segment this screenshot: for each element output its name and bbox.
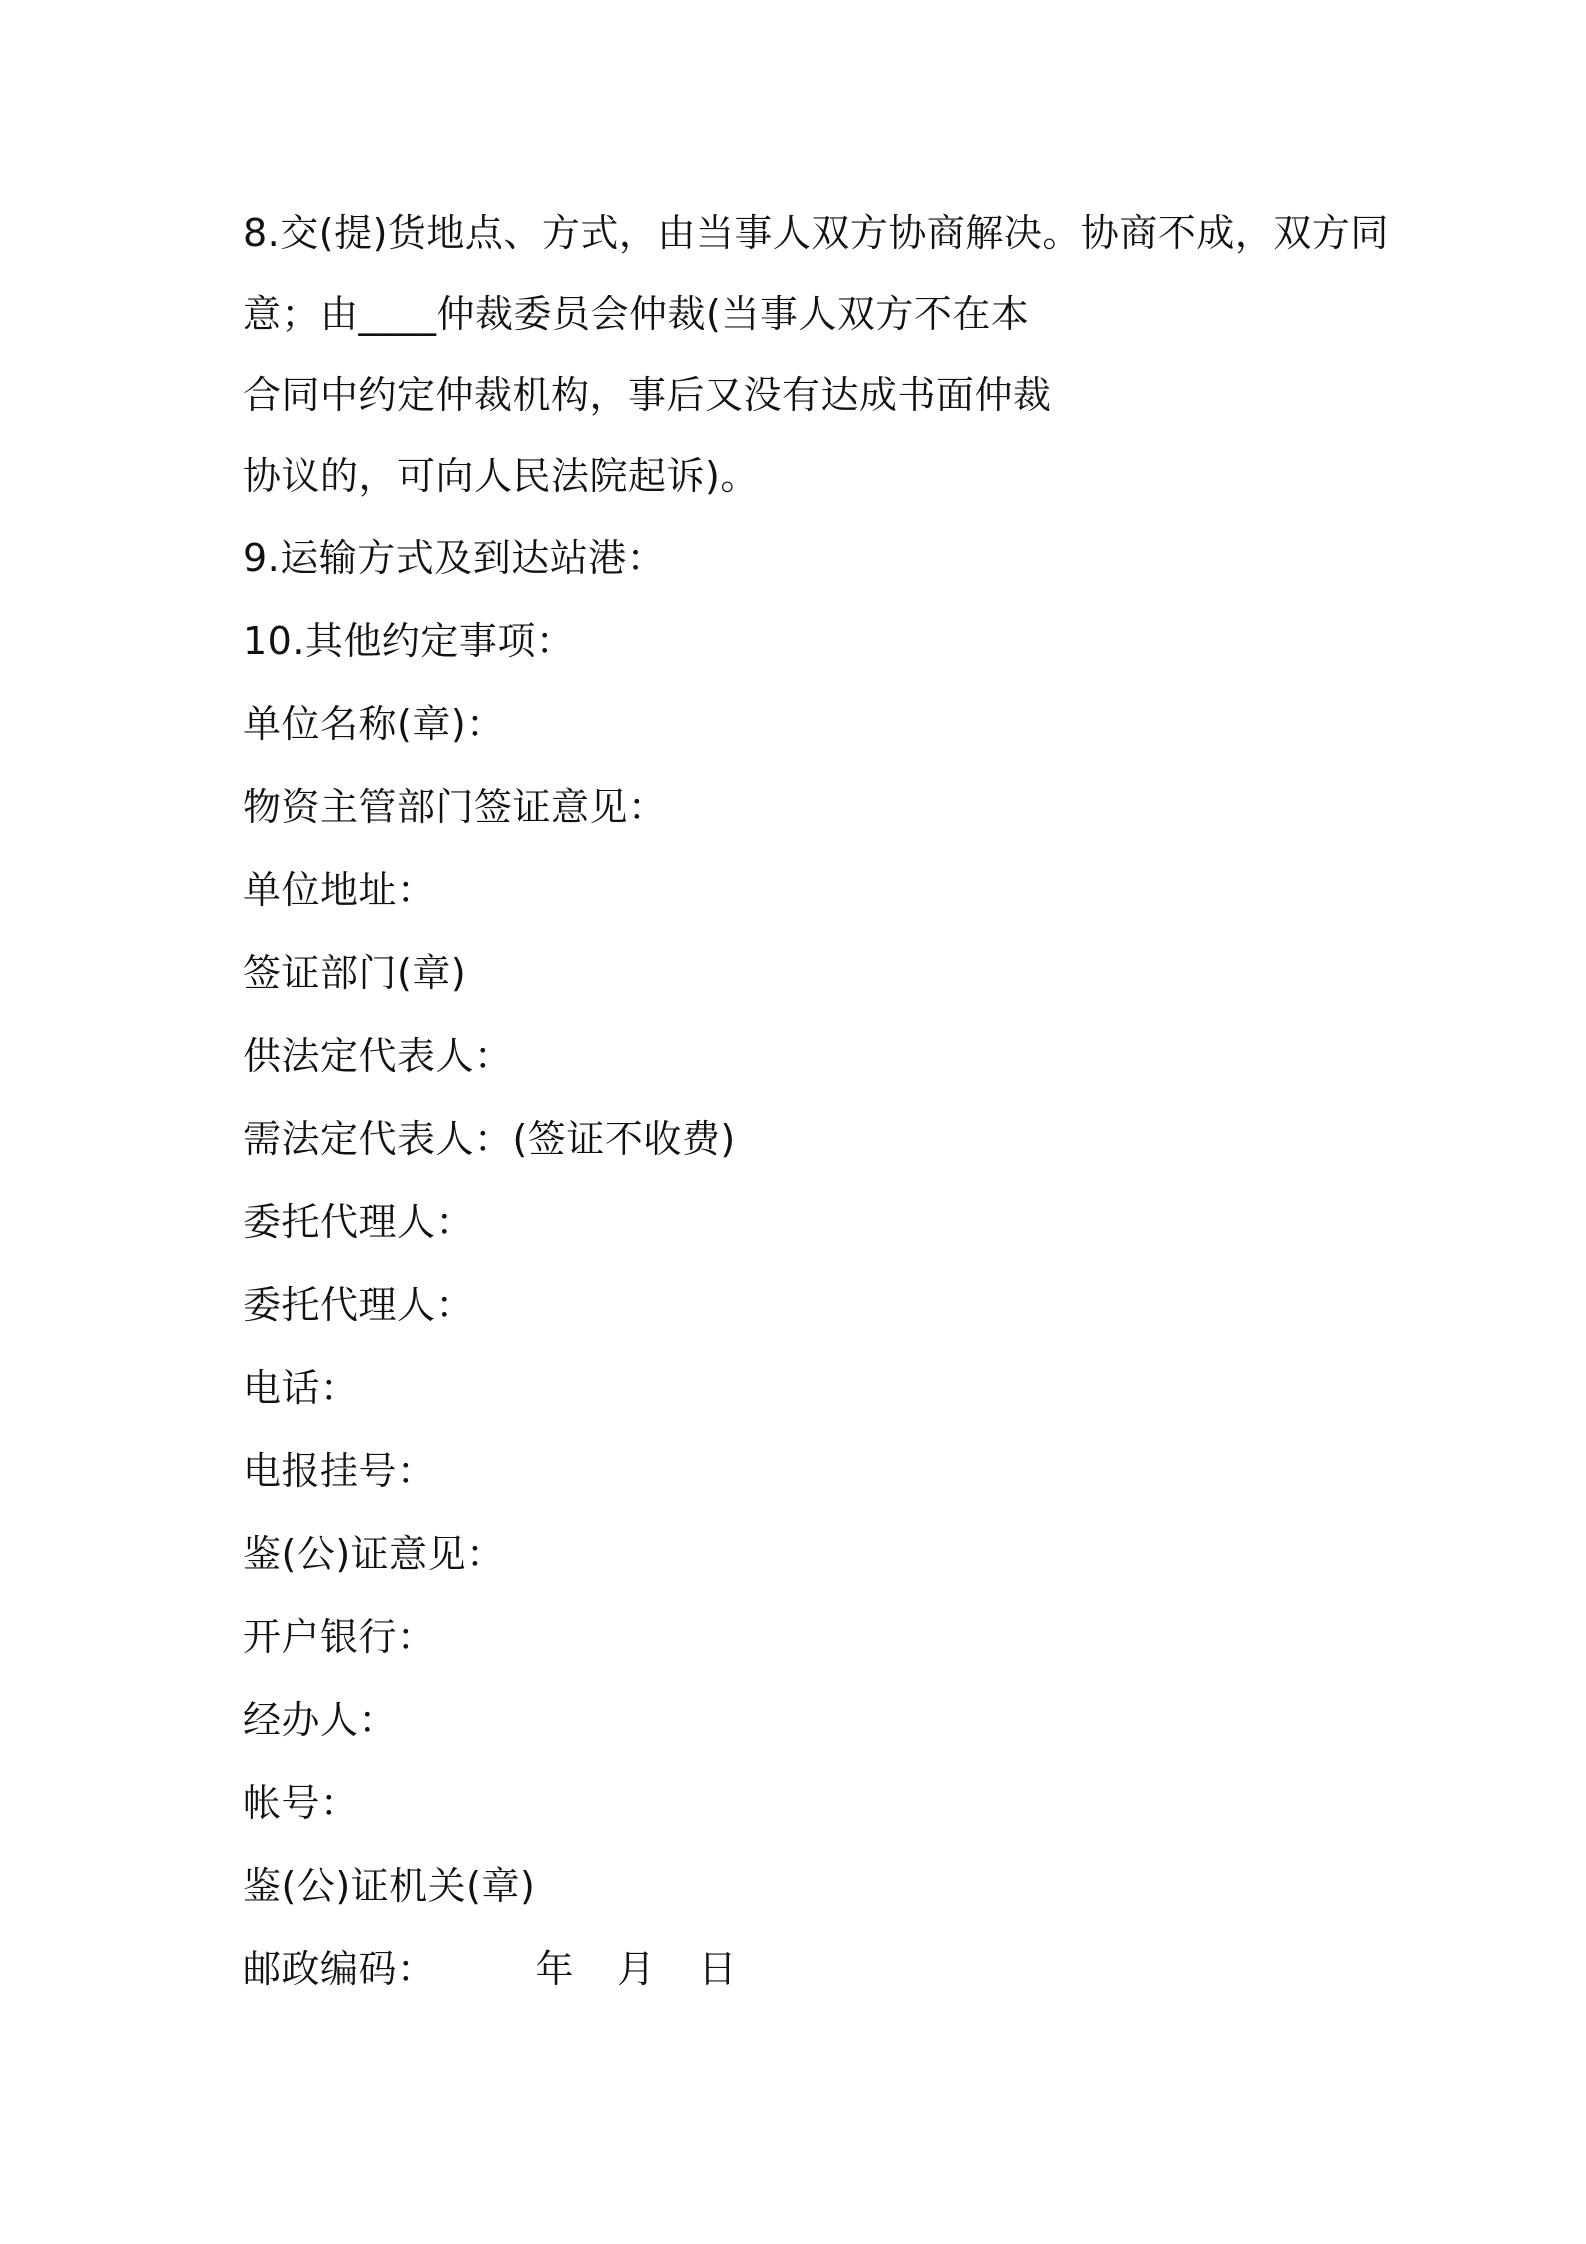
handler-field: 经办人：	[243, 1698, 398, 1742]
agent-field-1: 委托代理人：	[243, 1200, 475, 1244]
clause-8-line-2: 意；由____仲裁委员会仲裁(当事人双方不在本	[243, 292, 1030, 336]
date-year-label: 年	[535, 1947, 575, 1991]
supply-rep-field: 供法定代表人：	[243, 1034, 513, 1078]
bank-field: 开户银行：	[243, 1615, 436, 1659]
phone-field: 电话：	[243, 1366, 359, 1410]
telegraph-field: 电报挂号：	[243, 1449, 436, 1493]
clause-10: 10.其他约定事项：	[243, 619, 575, 663]
clause-8-line-1: 8.交(提)货地点、方式，由当事人双方协商解决。协商不成，双方同	[243, 211, 1389, 255]
clause-8-line-4: 协议的，可向人民法院起诉)。	[243, 454, 759, 498]
agent-field-2: 委托代理人：	[243, 1283, 475, 1327]
notary-opinion-field: 鉴(公)证意见：	[243, 1532, 505, 1576]
clause-9: 9.运输方式及到达站港：	[243, 536, 666, 580]
account-field: 帐号：	[243, 1781, 359, 1825]
postal-code-date-row	[243, 1940, 1363, 1998]
unit-address-field: 单位地址：	[243, 868, 436, 912]
unit-name-field: 单位名称(章)：	[243, 702, 505, 746]
demand-rep-field: 需法定代表人：(签证不收费)	[243, 1117, 736, 1161]
date-day-label: 日	[698, 1947, 738, 1991]
date-month-label: 月	[617, 1947, 656, 1991]
clause-8	[243, 204, 1389, 505]
document-body	[243, 204, 1389, 1998]
visa-dept-field: 签证部门(章)	[243, 951, 467, 995]
notary-office-field: 鉴(公)证机关(章)	[243, 1864, 536, 1908]
supervisor-opinion-field: 物资主管部门签证意见：	[243, 785, 667, 829]
clause-8-line-3: 合同中约定仲裁机构，事后又没有达成书面仲裁	[243, 373, 1052, 417]
postal-code-label: 邮政编码：	[243, 1947, 436, 1991]
